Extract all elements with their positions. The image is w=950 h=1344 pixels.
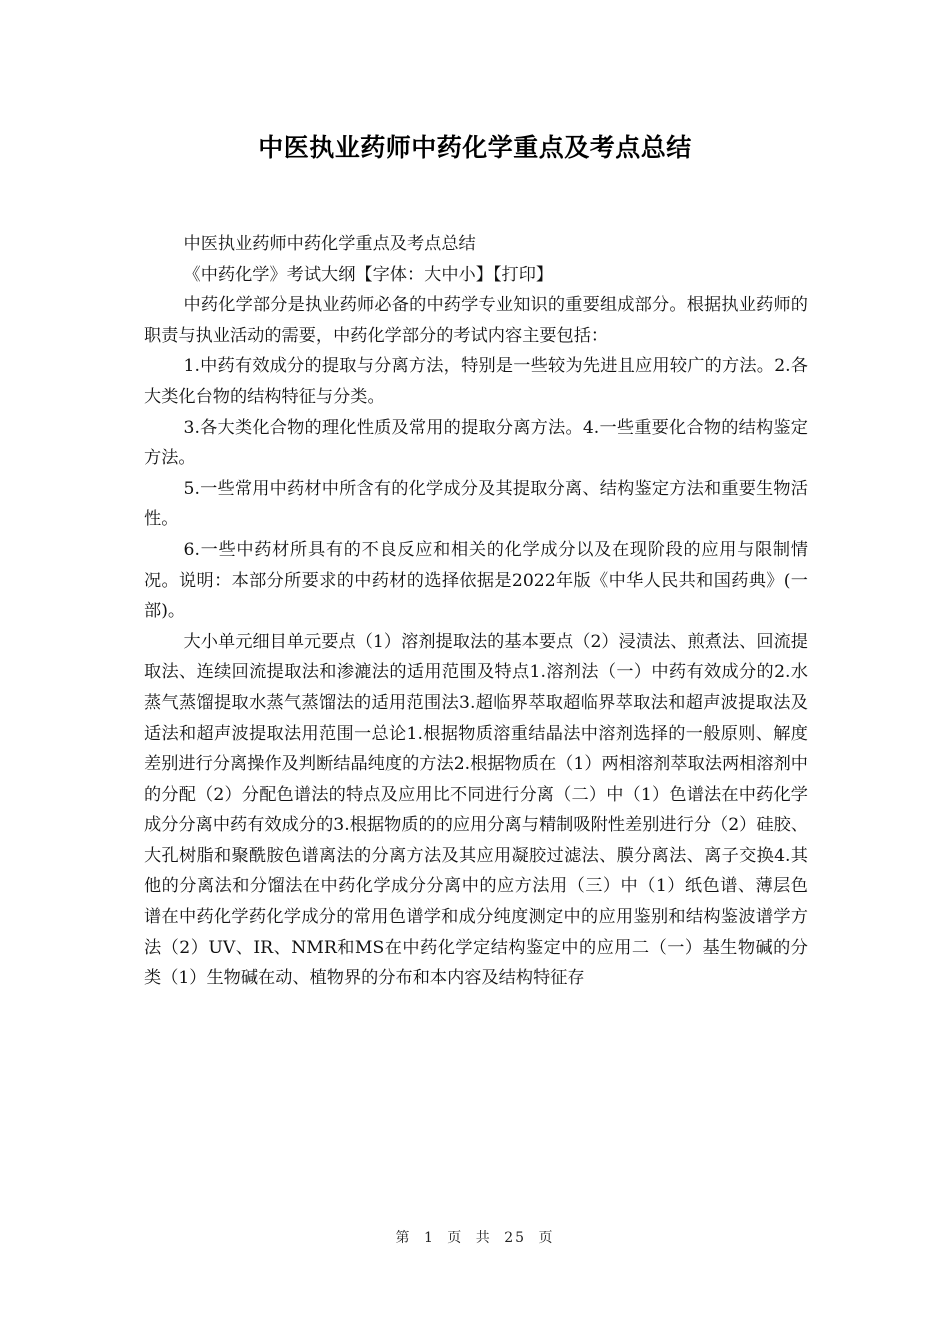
paragraph-item-3-4: 3.各大类化合物的理化性质及常用的提取分离方法。4.一些重要化合物的结构鉴定方法。 <box>144 417 808 469</box>
paragraph-item-1-2: 1.中药有效成分的提取与分离方法，特别是一些较为先进且应用较广的方法。2.各大类化台物的结构特征与分类。 <box>144 356 808 407</box>
page-number-footer: 第 1 页 共 25 页 <box>395 1230 555 1246</box>
paragraph-outline: 大小单元细目单元要点（1）溶剂提取法的基本要点（2）浸渍法、煎煮法、回流提取法、连续回流提取法和渗漉法的适用范围及特点1.溶剂法（一）中药有效成分的2.水蒸气蒸馏提取水蒸气蒸馏法的适用范围法3.超临界萃取超临界萃取法和超声波提取法及适法和超声波提取法用范围一总论1.根据物质溶重结晶法中溶剂选择的一般原则、解度差别进行分离操作及判断结晶纯度的方法2.根据物质在（1）两相溶剂萃取法两相溶剂中的分配（2）分配色谱法的特点及应用比不同进行分离（二）中（1）色谱法在中药化学成分分离中药有效成分的3.根据物质的的应用分离与精制吸附性差别进行分（2）硅胶、大孔树脂和聚酰胺色谱离法的分离方法及其应用凝胶过滤法、膜分离法、离子交换4.其他的分离法和分馏法在中药化学成分分离中的应方法用（三）中（1）纸色谱、薄层色谱在中药化学药化学成分的常用色谱学和成分纯度测定中的应用鉴别和结构鉴波谱学方法（2）UV、IR、NMR和MS在中药化学定结构鉴定中的应用二（一）基生物碱的分类（1）生物碱在动、植物界的分布和本内容及结构特征存 <box>144 631 808 989</box>
paragraph-subtitle: 中医执业药师中药化学重点及考点总结 <box>183 234 476 254</box>
paragraph-syllabus-header: 《中药化学》考试大纲【字体：大中小】【打印】 <box>183 264 554 285</box>
document-body <box>144 229 808 994</box>
paragraph-item-6: 6.一些中药材所具有的不良反应和相关的化学成分以及在现阶段的应用与限制情况。说明：本部分所要求的中药材的选择依据是2022年版《中华人民共和国药典》(一部)。 <box>144 539 808 622</box>
document-title: 中医执业药师中药化学重点及考点总结 <box>258 133 692 162</box>
paragraph-item-5: 5.一些常用中药材中所含有的化学成分及其提取分离、结构鉴定方法和重要生物活性。 <box>144 478 808 530</box>
paragraph-intro: 中药化学部分是执业药师必备的中药学专业知识的重要组成部分。根据执业药师的职责与执业活动的需要，中药化学部分的考试内容主要包括： <box>144 295 808 346</box>
